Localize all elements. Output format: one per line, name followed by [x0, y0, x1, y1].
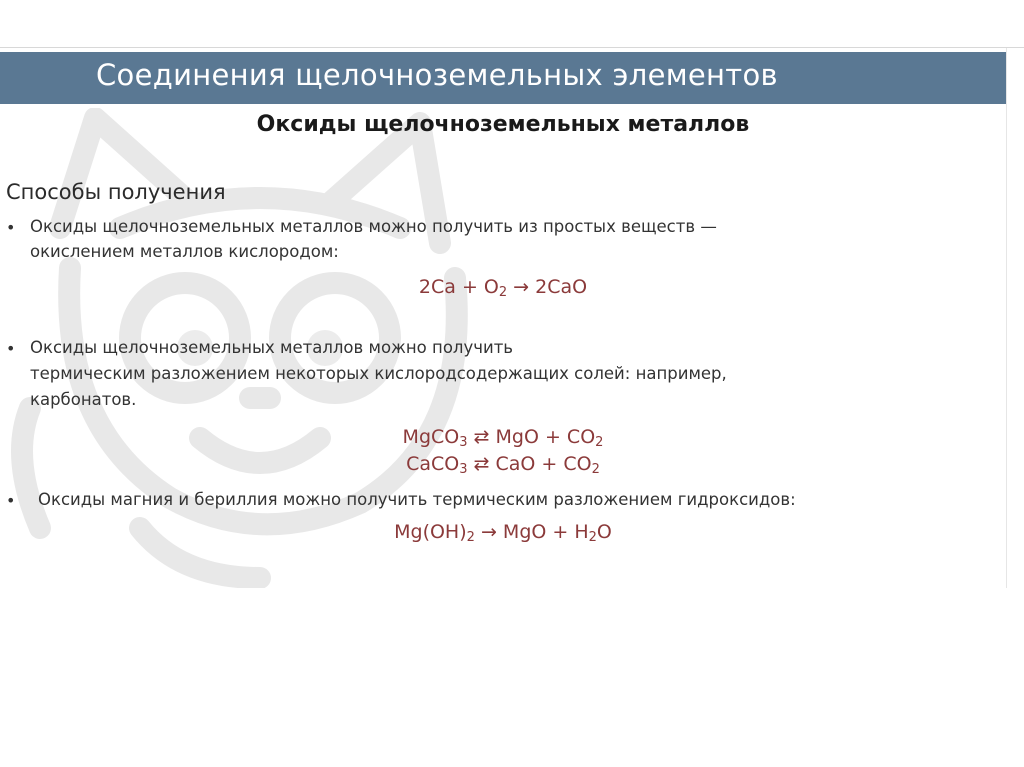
- bullet-marker: •: [6, 339, 16, 358]
- slide: [0, 48, 1006, 588]
- slide-right-edge: [1006, 48, 1007, 588]
- header-bar: [0, 52, 1006, 104]
- equation-calcium-carbonate: CaCO$_3$ ⇄ CaO + $CO_2$: [406, 453, 600, 477]
- bullet-marker: •: [6, 491, 16, 510]
- bullet-marker: •: [6, 218, 16, 237]
- equation-magnesium-hydroxide: $Mg(OH)_2$ → MgO + $H_2O$: [394, 521, 612, 545]
- item-1-line-1: Оксиды щелочноземельных металлов можно получить из простых веществ —: [30, 217, 717, 236]
- item-2-line-2: термическим разложением некоторых кислородсодержащих солей: например,: [30, 364, 727, 383]
- slide-title: Соединения щелочноземельных элементов: [96, 58, 778, 92]
- equation-calcium-oxidation: $2Ca + O_2 \to 2CaO$: [418, 276, 588, 300]
- item-1-line-2: окислением металлов кислородом:: [30, 242, 339, 261]
- section-heading: Способы получения: [6, 180, 226, 204]
- item-2-line-1: Оксиды щелочноземельных металлов можно получить: [30, 338, 514, 357]
- item-2-line-3: карбонатов.: [30, 390, 137, 409]
- slide-subtitle: Оксиды щелочноземельных металлов: [256, 112, 750, 137]
- equation-magnesium-carbonate: MgCO$_3$ ⇄ MgO + $CO_2$: [402, 426, 604, 450]
- item-3-line-1: Оксиды магния и бериллия можно получить термическим разложением гидроксидов:: [38, 490, 796, 509]
